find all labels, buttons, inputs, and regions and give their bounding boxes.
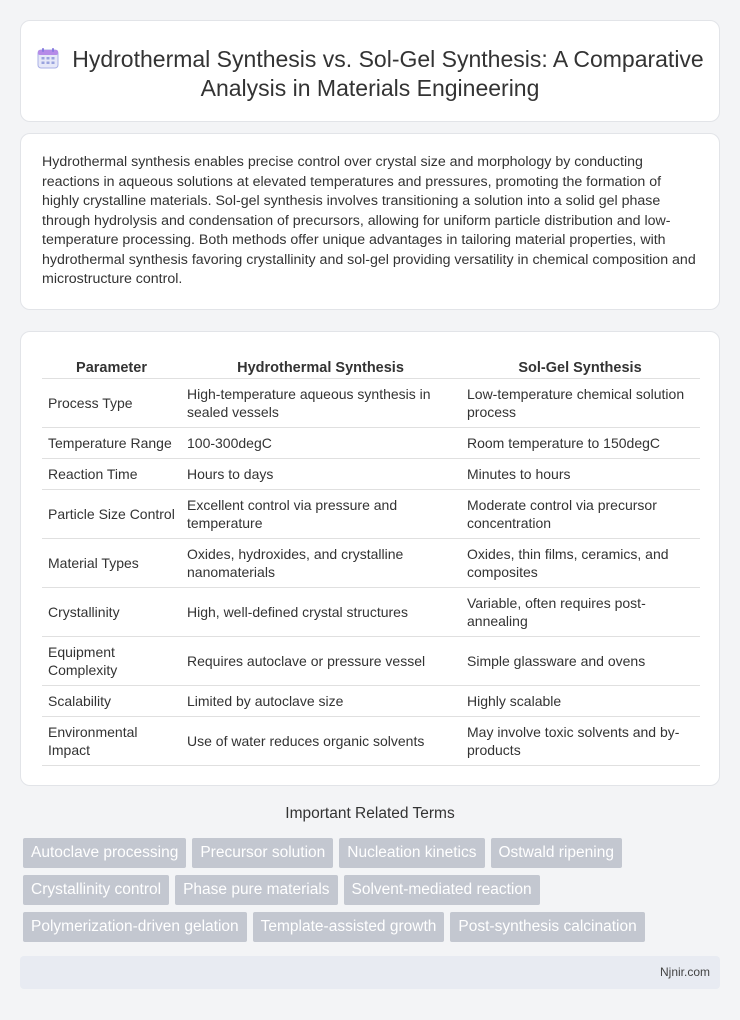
table-cell: Simple glassware and ovens bbox=[460, 637, 700, 686]
comparison-table-card bbox=[20, 331, 720, 786]
table-cell: Excellent control via pressure and temperature bbox=[181, 490, 460, 539]
table-header-row bbox=[42, 353, 700, 379]
related-term-tag[interactable]: Polymerization-driven gelation bbox=[23, 912, 247, 942]
related-term-tag[interactable]: Ostwald ripening bbox=[491, 838, 622, 868]
table-cell: Moderate control via precursor concentration bbox=[460, 490, 700, 539]
comparison-table bbox=[42, 353, 700, 766]
page-title: Hydrothermal Synthesis vs. Sol-Gel Synthesis: A Comparative Analysis in Materials Engineering bbox=[72, 46, 704, 101]
table-cell: Particle Size Control bbox=[42, 490, 181, 539]
header-parameter: Parameter bbox=[42, 353, 181, 379]
table-cell: Low-temperature chemical solution process bbox=[460, 379, 700, 428]
table-cell: High-temperature aqueous synthesis in sealed vessels bbox=[181, 379, 460, 428]
header-hydrothermal: Hydrothermal Synthesis bbox=[181, 353, 460, 379]
table-cell: Scalability bbox=[42, 686, 181, 717]
related-term-tag[interactable]: Template-assisted growth bbox=[253, 912, 445, 942]
table-cell: Reaction Time bbox=[42, 459, 181, 490]
page-title-wrap bbox=[21, 45, 719, 103]
table-row bbox=[42, 490, 700, 539]
table-row bbox=[42, 459, 700, 490]
table-cell: Requires autoclave or pressure vessel bbox=[181, 637, 460, 686]
header-sol-gel: Sol-Gel Synthesis bbox=[460, 353, 700, 379]
intro-card bbox=[20, 133, 720, 310]
table-cell: Variable, often requires post-annealing bbox=[460, 588, 700, 637]
table-cell: 100-300degC bbox=[181, 428, 460, 459]
table-row bbox=[42, 379, 700, 428]
related-term-tag[interactable]: Crystallinity control bbox=[23, 875, 169, 905]
related-terms-heading: Important Related Terms bbox=[285, 805, 455, 822]
related-term-tag[interactable]: Solvent-mediated reaction bbox=[344, 875, 540, 905]
table-cell: Highly scalable bbox=[460, 686, 700, 717]
table-cell: Limited by autoclave size bbox=[181, 686, 460, 717]
table-row bbox=[42, 637, 700, 686]
table-row bbox=[42, 717, 700, 766]
table-row bbox=[42, 428, 700, 459]
table-row bbox=[42, 588, 700, 637]
footer-site-link[interactable]: Njnir.com bbox=[659, 965, 710, 979]
calendar-icon bbox=[36, 46, 60, 70]
table-cell: Process Type bbox=[42, 379, 181, 428]
table-cell: Oxides, thin films, ceramics, and composites bbox=[460, 539, 700, 588]
table-cell: Equipment Complexity bbox=[42, 637, 181, 686]
table-cell: Crystallinity bbox=[42, 588, 181, 637]
title-card bbox=[20, 20, 720, 122]
table-row bbox=[42, 539, 700, 588]
table-row bbox=[42, 686, 700, 717]
table-cell: Environmental Impact bbox=[42, 717, 181, 766]
table-cell: High, well-defined crystal structures bbox=[181, 588, 460, 637]
footer bbox=[20, 956, 720, 989]
related-term-tag[interactable]: Precursor solution bbox=[192, 838, 333, 868]
related-terms-list bbox=[23, 838, 703, 942]
related-term-tag[interactable]: Post-synthesis calcination bbox=[450, 912, 644, 942]
related-term-tag[interactable]: Nucleation kinetics bbox=[339, 838, 484, 868]
related-term-tag[interactable]: Autoclave processing bbox=[23, 838, 186, 868]
table-cell: Minutes to hours bbox=[460, 459, 700, 490]
table-cell: Material Types bbox=[42, 539, 181, 588]
related-term-tag[interactable]: Phase pure materials bbox=[175, 875, 337, 905]
table-cell: Temperature Range bbox=[42, 428, 181, 459]
table-cell: Oxides, hydroxides, and crystalline nanomaterials bbox=[181, 539, 460, 588]
table-cell: May involve toxic solvents and by-products bbox=[460, 717, 700, 766]
intro-paragraph: Hydrothermal synthesis enables precise control over crystal size and morphology by conducting reactions in aqueous solutions at elevated temperatures and pressures, promoting the formation of highly crystalline materials. Sol-gel synthesis involves transitioning a solution into a solid gel phase through hydrolysis and condensation of precursors, allowing for uniform particle distribution and low-temperature processing. Both methods offer unique advantages in tailoring material properties, with hydrothermal synthesis favoring crystallinity and sol-gel providing versatility in chemical composition and microstructure control. bbox=[42, 154, 696, 287]
table-cell: Use of water reduces organic solvents bbox=[181, 717, 460, 766]
table-cell: Room temperature to 150degC bbox=[460, 428, 700, 459]
table-cell: Hours to days bbox=[181, 459, 460, 490]
